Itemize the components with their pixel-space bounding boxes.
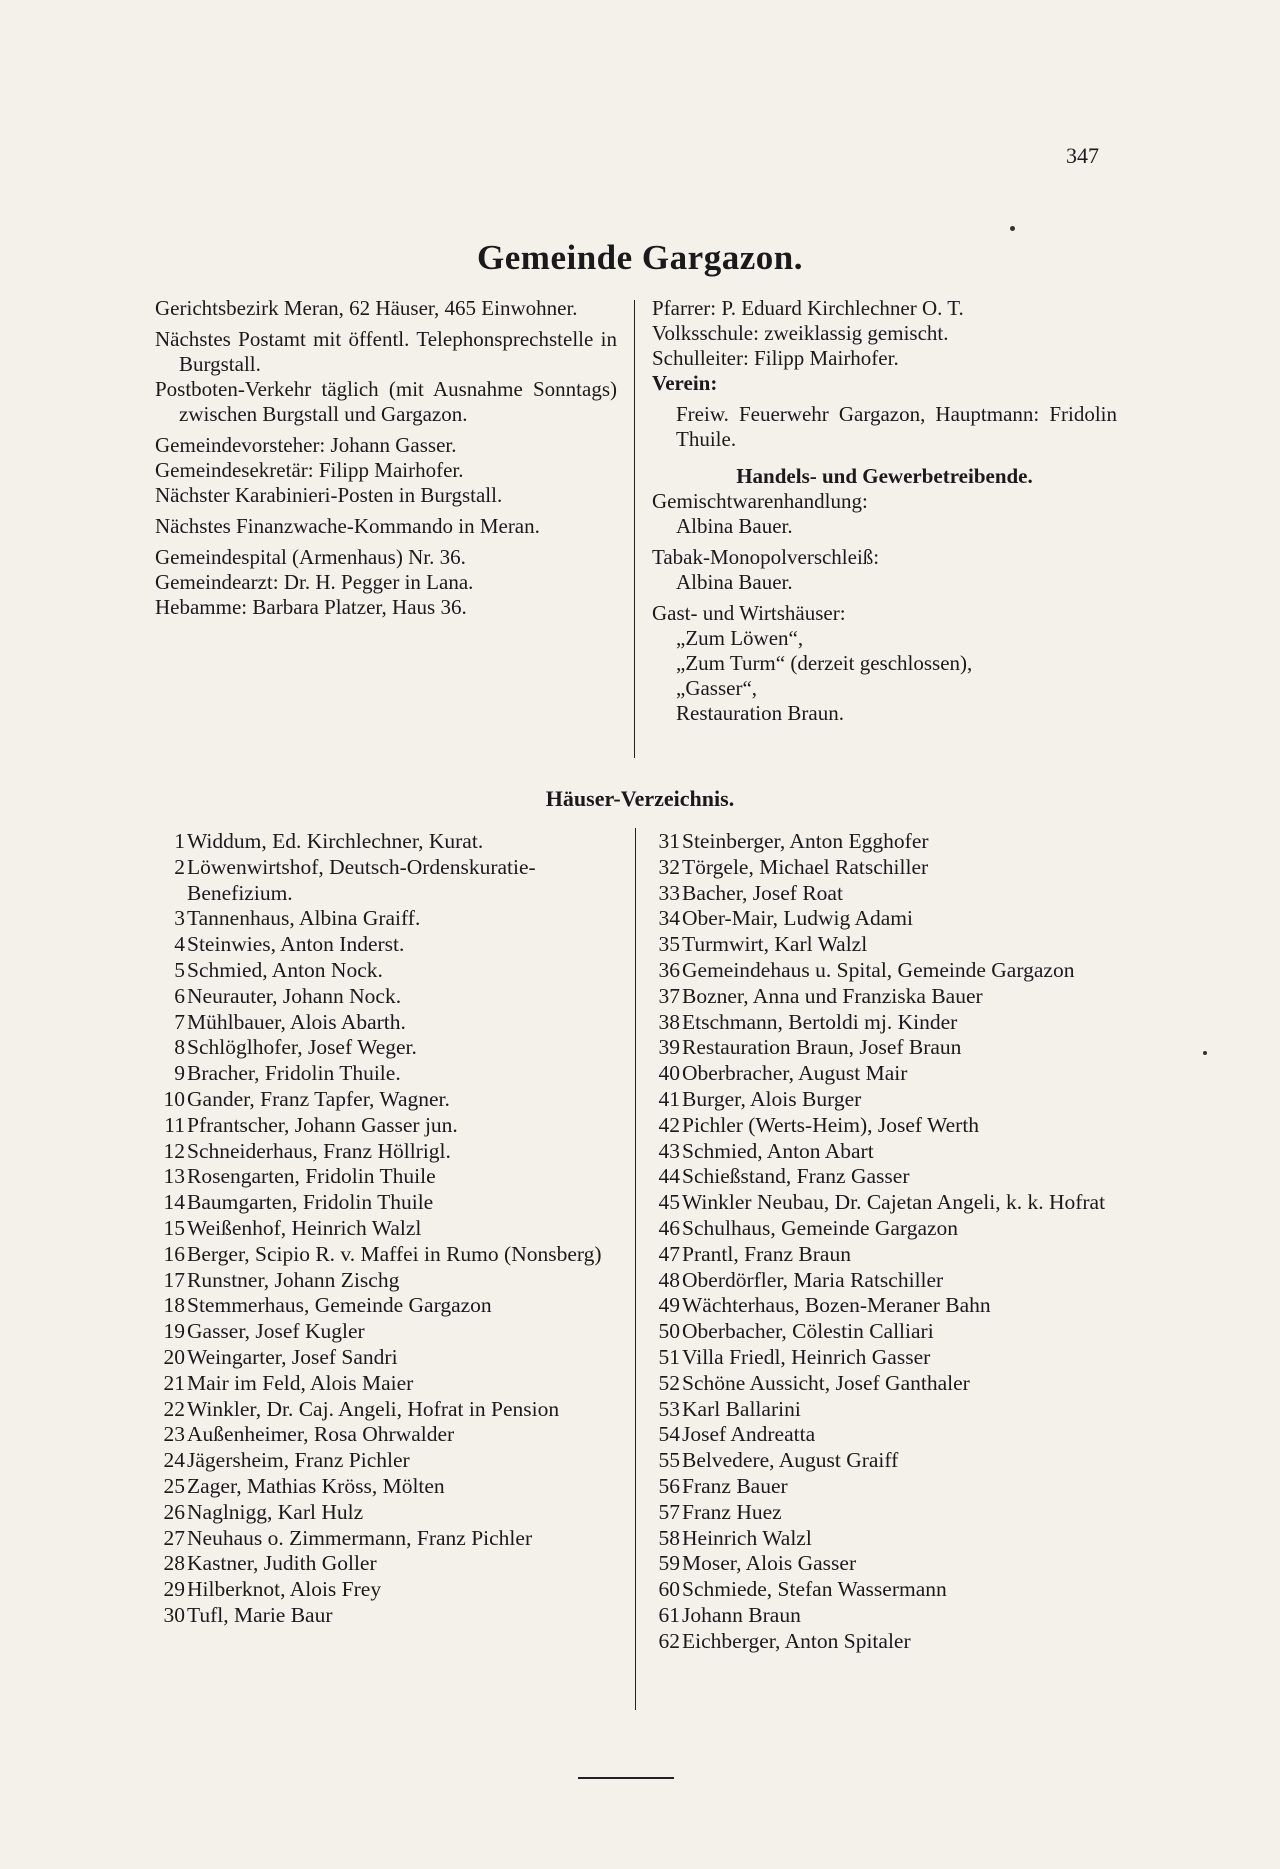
house-entry xyxy=(650,1010,1117,1036)
house-number: 36 xyxy=(658,957,680,982)
house-entry xyxy=(155,1164,617,1190)
house-list-left xyxy=(155,829,617,1629)
house-owner: Schmied, Anton Nock. xyxy=(187,957,383,982)
house-entry xyxy=(650,1242,1117,1268)
house-number: 26 xyxy=(163,1499,185,1524)
house-number: 45 xyxy=(658,1190,680,1215)
print-speck xyxy=(1203,1051,1207,1055)
print-speck xyxy=(1010,226,1015,231)
house-number: 23 xyxy=(163,1422,185,1447)
house-number: 56 xyxy=(658,1473,680,1498)
house-owner: Restauration Braun, Josef Braun xyxy=(682,1035,962,1060)
house-number: 47 xyxy=(658,1241,680,1266)
house-number: 42 xyxy=(658,1112,680,1137)
house-owner: Bacher, Josef Roat xyxy=(682,880,843,905)
house-owner: Moser, Alois Gasser xyxy=(682,1551,857,1576)
info-pastor: Pfarrer: P. Eduard Kirchlechner O. T. xyxy=(652,296,964,320)
house-number: 12 xyxy=(163,1138,185,1163)
house-entry xyxy=(650,1113,1117,1139)
trade-general-store-value: Albina Bauer. xyxy=(676,514,793,538)
house-owner: Pichler (Werts-Heim), Josef Werth xyxy=(682,1112,980,1137)
house-owner: Gander, Franz Tapfer, Wagner. xyxy=(187,1086,450,1111)
house-number: 21 xyxy=(163,1370,185,1395)
inn-item: Restauration Braun. xyxy=(676,701,844,725)
house-number: 4 xyxy=(174,932,185,957)
house-number: 15 xyxy=(163,1215,185,1240)
house-number: 28 xyxy=(163,1551,185,1576)
info-secretary: Gemeindesekretär: Filipp Mairhofer. xyxy=(155,458,464,482)
house-entry xyxy=(155,855,617,907)
house-list-right xyxy=(650,829,1117,1655)
house-number: 40 xyxy=(658,1061,680,1086)
house-number: 6 xyxy=(174,983,185,1008)
house-entry xyxy=(650,1061,1117,1087)
house-owner: Karl Ballarini xyxy=(682,1396,801,1421)
house-owner: Runstner, Johann Zischg xyxy=(187,1267,400,1292)
house-number: 8 xyxy=(174,1035,185,1060)
house-entry xyxy=(155,1268,617,1294)
house-entry xyxy=(650,1526,1117,1552)
house-owner: Belvedere, August Graiff xyxy=(682,1448,899,1473)
house-owner: Pfrantscher, Johann Gasser jun. xyxy=(187,1112,458,1137)
info-school: Volksschule: zweiklassig gemischt. xyxy=(652,321,949,345)
bottom-rule xyxy=(578,1777,674,1779)
house-entry xyxy=(650,1422,1117,1448)
house-owner: Schießstand, Franz Gasser xyxy=(682,1164,910,1189)
info-headteacher: Schulleiter: Filipp Mairhofer. xyxy=(652,346,899,370)
info-hospital: Gemeindespital (Armenhaus) Nr. 36. xyxy=(155,545,466,569)
house-owner: Kastner, Judith Goller xyxy=(187,1551,377,1576)
house-entry xyxy=(650,1035,1117,1061)
house-entry xyxy=(155,1577,617,1603)
house-entry xyxy=(155,1474,617,1500)
house-entry xyxy=(650,1345,1117,1371)
house-entry xyxy=(155,829,617,855)
house-owner: Turmwirt, Karl Walzl xyxy=(682,932,868,957)
house-number: 9 xyxy=(174,1061,185,1086)
house-owner: Tufl, Marie Baur xyxy=(187,1602,333,1627)
house-entry xyxy=(650,829,1117,855)
column-divider-bottom xyxy=(635,828,636,1710)
house-number: 14 xyxy=(163,1190,185,1215)
house-number: 49 xyxy=(658,1293,680,1318)
house-entry xyxy=(155,1010,617,1036)
trade-general-store-label: Gemischtwarenhandlung: xyxy=(652,489,868,513)
house-entry xyxy=(155,1190,617,1216)
verein-heading: Verein: xyxy=(652,371,718,395)
house-owner: Widdum, Ed. Kirchlechner, Kurat. xyxy=(187,829,484,853)
house-entry xyxy=(650,958,1117,984)
house-entry xyxy=(650,906,1117,932)
house-number: 20 xyxy=(163,1344,185,1369)
house-owner: Etschmann, Bertoldi mj. Kinder xyxy=(682,1009,958,1034)
house-entry xyxy=(650,855,1117,881)
house-entry xyxy=(155,1113,617,1139)
house-directory-title: Häuser-Verzeichnis. xyxy=(545,786,735,811)
house-number: 57 xyxy=(658,1499,680,1524)
house-owner: Schöne Aussicht, Josef Ganthaler xyxy=(682,1370,970,1395)
house-owner: Zager, Mathias Kröss, Mölten xyxy=(187,1473,445,1498)
house-owner: Josef Andreatta xyxy=(682,1422,816,1447)
trade-tobacco-value: Albina Bauer. xyxy=(676,570,793,594)
house-number: 29 xyxy=(163,1577,185,1602)
house-owner: Steinberger, Anton Egghofer xyxy=(682,829,929,853)
house-number: 16 xyxy=(163,1241,185,1266)
trade-tobacco-label: Tabak-Monopolverschleiß: xyxy=(652,545,880,569)
house-number: 13 xyxy=(163,1164,185,1189)
house-number: 60 xyxy=(658,1577,680,1602)
house-number: 30 xyxy=(163,1602,185,1627)
house-number: 7 xyxy=(174,1009,185,1034)
column-divider-top xyxy=(634,300,635,758)
house-number: 37 xyxy=(658,983,680,1008)
house-number: 51 xyxy=(658,1344,680,1369)
house-entry xyxy=(650,1293,1117,1319)
house-entry xyxy=(650,1577,1117,1603)
house-entry xyxy=(650,1190,1117,1216)
house-number: 2 xyxy=(174,854,185,879)
house-owner: Burger, Alois Burger xyxy=(682,1086,862,1111)
house-number: 5 xyxy=(174,957,185,982)
house-owner: Ober-Mair, Ludwig Adami xyxy=(682,906,913,931)
house-owner: Naglnigg, Karl Hulz xyxy=(187,1499,364,1524)
house-owner: Gemeindehaus u. Spital, Gemeinde Gargazon xyxy=(682,957,1075,982)
house-owner: Schlöglhofer, Josef Weger. xyxy=(187,1035,417,1060)
house-entry xyxy=(155,1293,617,1319)
house-entry xyxy=(650,1164,1117,1190)
house-entry xyxy=(155,1061,617,1087)
house-number: 52 xyxy=(658,1370,680,1395)
house-number: 11 xyxy=(164,1112,185,1137)
house-entry xyxy=(650,1629,1117,1655)
house-entry xyxy=(155,1319,617,1345)
house-number: 44 xyxy=(658,1164,680,1189)
house-entry xyxy=(155,1603,617,1629)
house-owner: Hilberknot, Alois Frey xyxy=(187,1577,382,1602)
house-number: 54 xyxy=(658,1422,680,1447)
info-carabinieri: Nächster Karabinieri-Posten in Burgstall. xyxy=(155,483,503,507)
house-number: 48 xyxy=(658,1267,680,1292)
house-entry xyxy=(155,1035,617,1061)
house-number: 39 xyxy=(658,1035,680,1060)
house-number: 17 xyxy=(163,1267,185,1292)
house-number: 27 xyxy=(163,1525,185,1550)
inn-item: „Gasser“, xyxy=(676,676,758,700)
house-number: 19 xyxy=(163,1319,185,1344)
house-number: 62 xyxy=(658,1628,680,1653)
house-entry xyxy=(155,984,617,1010)
house-owner: Baumgarten, Fridolin Thuile xyxy=(187,1190,434,1215)
house-owner: Löwenwirtshof, Deutsch-Ordenskuratie-Benefizium. xyxy=(187,854,536,905)
house-owner: Villa Friedl, Heinrich Gasser xyxy=(682,1344,931,1369)
house-entry xyxy=(155,1500,617,1526)
house-owner: Bozner, Anna und Franziska Bauer xyxy=(682,983,983,1008)
house-owner: Neuhaus o. Zimmermann, Franz Pichler xyxy=(187,1525,533,1550)
parish-and-trades xyxy=(652,296,1117,726)
house-owner: Schmiede, Stefan Wassermann xyxy=(682,1577,947,1602)
info-customs: Nächstes Finanzwache-Kommando in Meran. xyxy=(155,514,540,538)
house-entry xyxy=(155,1551,617,1577)
house-number: 10 xyxy=(163,1086,185,1111)
house-owner: Oberbracher, August Mair xyxy=(682,1061,908,1086)
house-entry xyxy=(155,1371,617,1397)
house-number: 55 xyxy=(658,1448,680,1473)
house-number: 35 xyxy=(658,932,680,957)
house-owner: Weingarter, Josef Sandri xyxy=(187,1344,398,1369)
house-owner: Außenheimer, Rosa Ohrwalder xyxy=(187,1422,455,1447)
house-owner: Wächterhaus, Bozen-Meraner Bahn xyxy=(682,1293,991,1318)
house-owner: Steinwies, Anton Inderst. xyxy=(187,932,405,957)
house-number: 59 xyxy=(658,1551,680,1576)
house-entry xyxy=(155,1422,617,1448)
house-entry xyxy=(650,1448,1117,1474)
house-entry xyxy=(155,958,617,984)
house-number: 50 xyxy=(658,1319,680,1344)
house-number: 38 xyxy=(658,1009,680,1034)
house-number: 41 xyxy=(658,1086,680,1111)
house-entry xyxy=(650,1319,1117,1345)
info-doctor: Gemeindearzt: Dr. H. Pegger in Lana. xyxy=(155,570,474,594)
house-number: 46 xyxy=(658,1215,680,1240)
house-entry xyxy=(155,1216,617,1242)
house-owner: Jägersheim, Franz Pichler xyxy=(187,1448,410,1473)
house-entry xyxy=(155,906,617,932)
house-entry xyxy=(650,932,1117,958)
house-owner: Schneiderhaus, Franz Höllrigl. xyxy=(187,1138,451,1163)
house-owner: Winkler Neubau, Dr. Cajetan Angeli, k. k. Hofrat xyxy=(682,1190,1106,1215)
house-owner: Schmied, Anton Abart xyxy=(682,1138,874,1163)
house-owner: Mair im Feld, Alois Maier xyxy=(187,1370,414,1395)
house-entry xyxy=(155,1242,617,1268)
house-owner: Franz Huez xyxy=(682,1499,782,1524)
house-entry xyxy=(650,1087,1117,1113)
house-owner: Weißenhof, Heinrich Walzl xyxy=(187,1215,422,1240)
house-number: 58 xyxy=(658,1525,680,1550)
house-owner: Törgele, Michael Ratschiller xyxy=(682,854,929,879)
house-number: 22 xyxy=(163,1396,185,1421)
trade-inns-label: Gast- und Wirtshäuser: xyxy=(652,601,846,625)
house-owner: Eichberger, Anton Spitaler xyxy=(682,1628,911,1653)
house-owner: Rosengarten, Fridolin Thuile xyxy=(187,1164,436,1189)
house-number: 33 xyxy=(658,880,680,905)
house-entry xyxy=(650,1139,1117,1165)
house-owner: Oberdörfler, Maria Ratschiller xyxy=(682,1267,944,1292)
house-entry xyxy=(155,1139,617,1165)
house-number: 25 xyxy=(163,1473,185,1498)
house-number: 53 xyxy=(658,1396,680,1421)
house-number: 31 xyxy=(658,829,680,853)
info-midwife: Hebamme: Barbara Platzer, Haus 36. xyxy=(155,595,467,619)
house-owner: Stemmerhaus, Gemeinde Gargazon xyxy=(187,1293,492,1318)
house-owner: Oberbacher, Cölestin Calliari xyxy=(682,1319,934,1344)
house-entry xyxy=(650,1474,1117,1500)
house-owner: Winkler, Dr. Caj. Angeli, Hofrat in Pension xyxy=(187,1396,560,1421)
house-entry xyxy=(155,1526,617,1552)
inn-item: „Zum Löwen“, xyxy=(676,626,804,650)
house-owner: Johann Braun xyxy=(682,1602,801,1627)
info-court-district: Gerichtsbezirk Meran, 62 Häuser, 465 Einwohner. xyxy=(155,296,578,320)
house-owner: Prantl, Franz Braun xyxy=(682,1241,851,1266)
house-owner: Heinrich Walzl xyxy=(682,1525,812,1550)
house-entry xyxy=(650,881,1117,907)
info-post-office: Nächstes Postamt mit öffentl. Telephonsprechstelle in Burgstall. xyxy=(155,327,617,376)
house-number: 61 xyxy=(658,1602,680,1627)
house-number: 32 xyxy=(658,854,680,879)
info-postal-service: Postboten-Verkehr täglich (mit Ausnahme Sonntags) zwischen Burgstall und Gargazon. xyxy=(155,377,617,426)
house-owner: Bracher, Fridolin Thuile. xyxy=(187,1061,401,1086)
house-entry xyxy=(650,1551,1117,1577)
house-owner: Tannenhaus, Albina Graiff. xyxy=(187,906,421,931)
house-entry xyxy=(650,1216,1117,1242)
house-entry xyxy=(650,984,1117,1010)
house-owner: Berger, Scipio R. v. Maffei in Rumo (Nonsberg) xyxy=(187,1241,602,1266)
house-number: 34 xyxy=(658,906,680,931)
municipality-info xyxy=(155,296,617,620)
inn-item: „Zum Turm“ (derzeit geschlossen), xyxy=(676,651,973,675)
house-entry xyxy=(155,932,617,958)
house-number: 1 xyxy=(174,829,185,853)
house-number: 24 xyxy=(163,1448,185,1473)
house-owner: Schulhaus, Gemeinde Gargazon xyxy=(682,1215,959,1240)
house-owner: Gasser, Josef Kugler xyxy=(187,1319,365,1344)
house-entry xyxy=(155,1448,617,1474)
house-entry xyxy=(650,1603,1117,1629)
house-entry xyxy=(155,1345,617,1371)
house-entry xyxy=(650,1500,1117,1526)
house-owner: Mühlbauer, Alois Abarth. xyxy=(187,1009,406,1034)
verein-entry: Freiw. Feuerwehr Gargazon, Hauptmann: Fridolin Thuile. xyxy=(676,402,1117,451)
trade-heading: Handels- und Gewerbetreibende. xyxy=(736,464,1033,488)
house-entry xyxy=(155,1087,617,1113)
house-owner: Neurauter, Johann Nock. xyxy=(187,983,402,1008)
house-entry xyxy=(155,1397,617,1423)
info-mayor: Gemeindevorsteher: Johann Gasser. xyxy=(155,433,457,457)
house-number: 18 xyxy=(163,1293,185,1318)
house-number: 3 xyxy=(174,906,185,931)
house-entry xyxy=(650,1371,1117,1397)
page-number: 347 xyxy=(1066,143,1099,168)
house-owner: Franz Bauer xyxy=(682,1473,788,1498)
page-title: Gemeinde Gargazon. xyxy=(477,238,803,277)
house-entry xyxy=(650,1268,1117,1294)
house-number: 43 xyxy=(658,1138,680,1163)
house-entry xyxy=(650,1397,1117,1423)
